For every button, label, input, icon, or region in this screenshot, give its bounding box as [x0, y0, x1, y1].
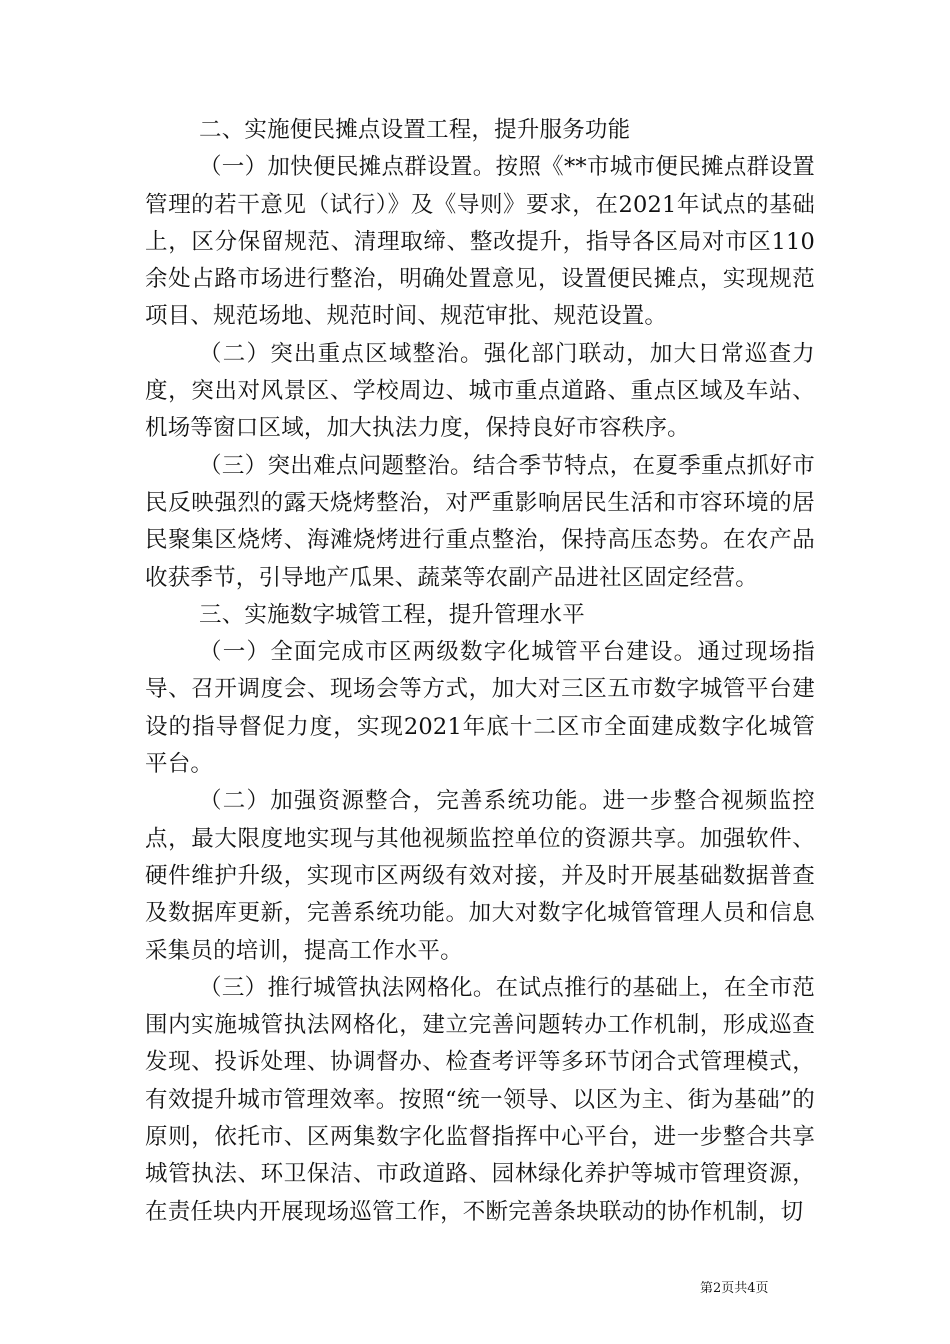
paragraph: （三）推行城管执法网格化。在试点推行的基础上，在全市范围内实施城管执法网格化，建立完善问题转办工作机制，形成巡查发现、投诉处理、协调督办、检查考评等多环节闭合式管理模式，有效提升城市管理效率。按照“统一领导、以区为主、街为基础”的原则，依托市、区两集数字化监督指挥中心平台，进一步整合共享城管执法、环卫保洁、市政道路、园林绿化养护等城市管理资源，在责任块内开展现场巡管工作，不断完善条块联动的协作机制，切 — [145, 974, 815, 1225]
paragraph: （二）加强资源整合，完善系统功能。进一步整合视频监控点，最大限度地实现与其他视频监控单位的资源共享。加强软件、硬件维护升级，实现市区两级有效对接，并及时开展基础数据普查及数据库更新，完善系统功能。加大对数字化城管管理人员和信息采集员的培训，提高工作水平。 — [145, 788, 815, 964]
paragraph: （二）突出重点区域整治。强化部门联动，加大日常巡查力度，突出对风景区、学校周边、城市重点道路、重点区域及车站、机场等窗口区域，加大执法力度，保持良好市容秩序。 — [145, 340, 815, 442]
section-heading: 三、实施数字城管工程，提升管理水平 — [199, 601, 585, 628]
section-heading: 二、实施便民摊点设置工程，提升服务功能 — [199, 117, 631, 143]
paragraph: （一）全面完成市区两级数字化城管平台建设。通过现场指导、召开调度会、现场会等方式，加大对三区五市数字城管平台建设的指导督促力度，实现2021年底十二区市全面建成数字化城管平台。 — [145, 639, 815, 778]
paragraph: （一）加快便民摊点群设置。按照《**市城市便民摊点群设置管理的若干意见（试行）》及《导则》要求，在2021年试点的基础上，区分保留规范、清理取缔、整改提升，指导各区局对市区110余处占路市场进行整治，明确处置意见，设置便民摊点，实现规范项目、规范场地、规范时间、规范审批、规范设置。 — [145, 154, 815, 330]
page-number: 第2页共4页 — [700, 1281, 769, 1296]
paragraph: （三）突出难点问题整治。结合季节特点，在夏季重点抓好市民反映强烈的露天烧烤整治，对严重影响居民生活和市容环境的居民聚集区烧烤、海滩烧烤进行重点整治，保持高压态势。在农产品收获季节，引导地产瓜果、蔬菜等农副产品进社区固定经营。 — [145, 452, 815, 591]
document-body — [145, 112, 815, 1231]
